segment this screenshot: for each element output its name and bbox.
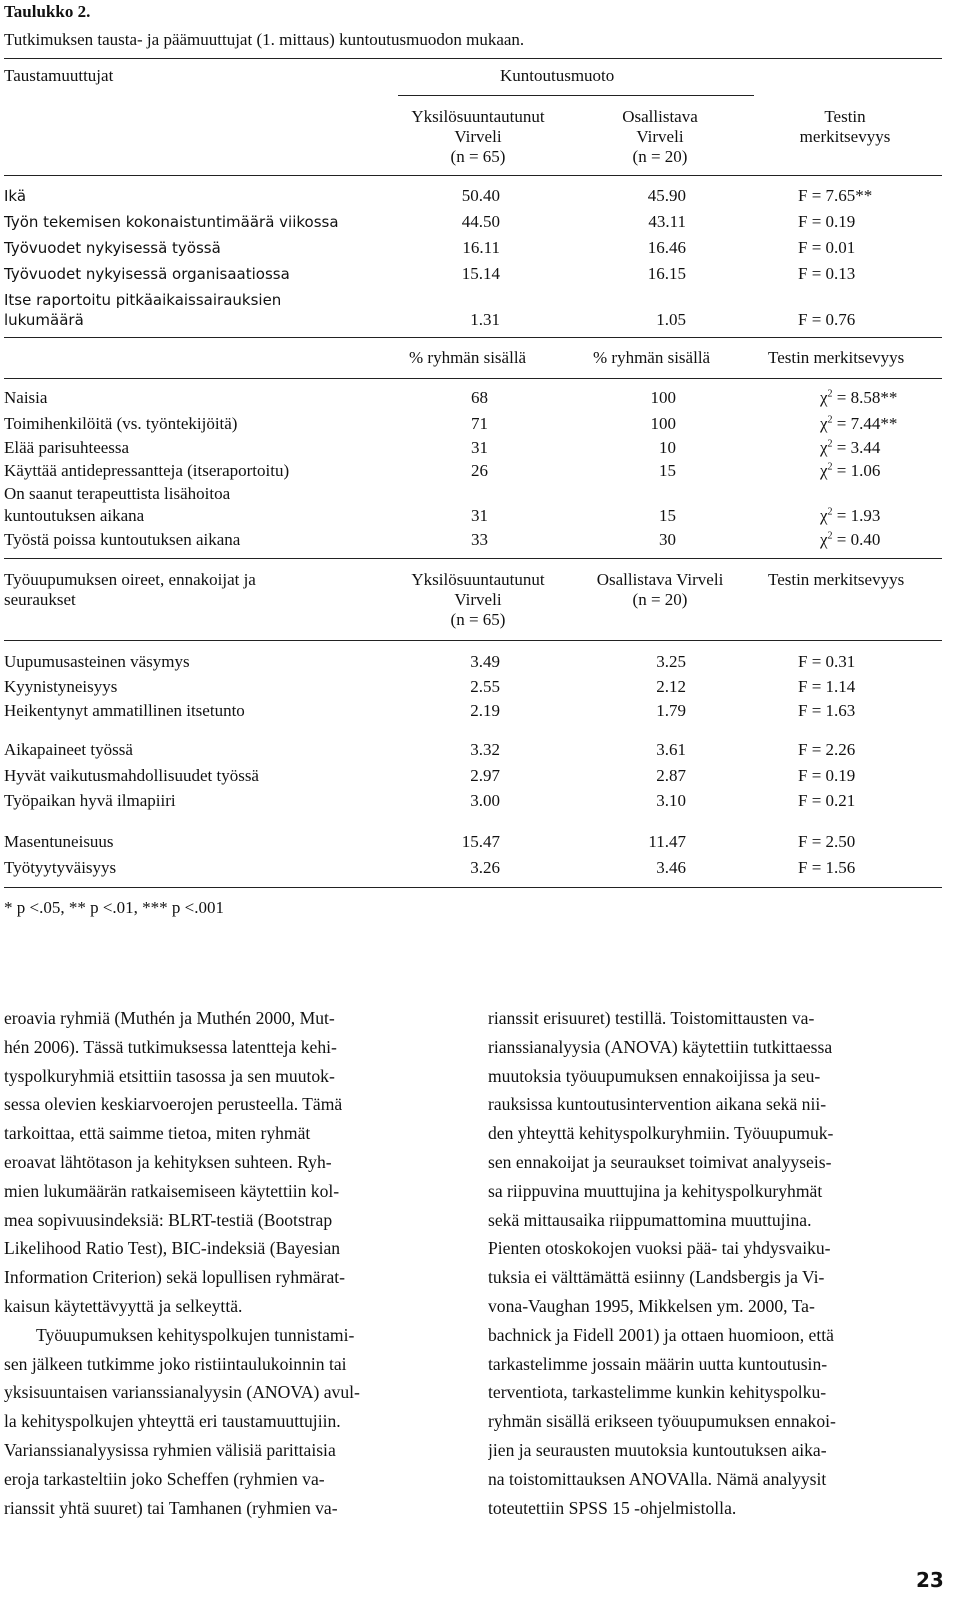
table-cell: F = 1.14 [798,677,856,696]
table-row-label: Itse raportoitu pitkäaikaissairauksien [4,291,282,309]
table-row-label: Heikentynyt ammatillinen itsetunto [4,701,245,720]
table-cell: 44.50 [461,212,500,231]
chi-symbol: χ [820,438,828,457]
table-cell: 2.97 [470,766,500,785]
table-cell: 16.46 [647,238,686,257]
table-row-label: Elää parisuhteessa [4,438,130,457]
text-line: den yhteyttä kehityspolkuryhmiin. Työuupumuk- [488,1123,834,1144]
table-cell-test: $\chi^2 = 8.58**$ [820,388,898,407]
section2-bottom-rule [4,558,942,559]
table-caption-text: Tutkimuksen tausta- ja päämuuttujat (1. mittaus) kuntoutusmuodon mukaan. [4,30,525,49]
table-row-label: Toimihenkilöitä (vs. työntekijöitä) [4,414,238,433]
text-line: na toistomittauksen ANOVAlla. Nämä analyysit [488,1468,827,1489]
text-line: rianssit erisuuret) testillä. Toistomittausten va- [488,1008,815,1028]
table-cell: F = 0.19 [798,212,856,231]
text-line: terventiota, tarkastelimme kunkin kehityspolku- [488,1382,827,1403]
header-percent-col2: % ryhmän sisällä [593,348,711,367]
text-line: tuksia ei välttämättä esiinny (Landsbergis ja Vi- [488,1267,825,1288]
text-line: rauksissa kuntoutusintervention aikana sekä nii- [488,1094,827,1115]
table-cell: 16.11 [462,238,500,257]
header-col2: Osallistava Virveli (n = 20) [596,570,724,609]
group-underline [398,95,754,96]
section1-header-rule [4,175,942,176]
table-cell: 100 [650,414,676,433]
text-line: Likelihood Ratio Test), BIC-indeksiä (Bayesian [4,1238,341,1259]
table-cell: 2.55 [470,677,500,696]
table-cell: 1.31 [470,310,500,329]
table-cell: 11.47 [648,832,686,851]
table-footnote: * p <.05, ** p <.01, *** p <.001 [4,898,225,917]
header-col1: Yksilösuuntautunut Virveli (n = 65) [411,107,545,166]
table-cell: F = 1.56 [798,858,856,877]
header-kuntoutusmuoto: Kuntoutusmuoto [500,66,615,85]
table-cell: 31 [471,506,488,525]
table-row-label: Hyvät vaikutusmahdollisuudet työssä [4,766,259,785]
table-row-label: Työpaikan hyvä ilmapiiri [4,791,176,810]
table-cell: F = 0.13 [798,264,856,283]
table-row-label: Ikä [4,187,27,205]
table-cell: 3.61 [656,740,686,759]
text-line: sekä mittausaika riippumattomina muuttujina. [488,1209,812,1230]
table-row-label: Käyttää antidepressantteja (itseraportoitu) [4,461,290,480]
text-line: la kehityspolkujen yhteyttä eri taustamuuttujiin. [4,1411,341,1432]
text-line: rianssianalyysia (ANOVA) käytettiin tutkittaessa [488,1036,833,1057]
table-cell: 3.10 [656,791,686,810]
table-cell: 45.90 [647,186,686,205]
text-line: rianssit yhtä suuret) tai Tamhanen (ryhmien va- [4,1497,338,1518]
table-row-label: kuntoutuksen aikana [4,506,145,525]
text-line: Information Criterion) sekä lopullisen ryhmärat- [4,1267,346,1288]
table-row-label: Työstä poissa kuntoutuksen aikana [4,530,241,549]
text-line: vona-Vaughan 1995, Mikkelsen ym. 2000, Ta- [488,1295,815,1316]
page-number: 23 [916,1568,944,1592]
text-line: sen ennakoijat ja seuraukset toimivat analyyseis- [488,1151,832,1172]
table-cell: 68 [471,388,488,407]
table-cell: 2.87 [656,766,686,785]
table-row-label: On saanut terapeuttista lisähoitoa [4,484,231,503]
text-line: Pienten otoskokojen vuoksi pää- tai yhdysvaiku- [488,1238,831,1259]
text-line: kaisun käytettävyyttä ja selkeyttä. [4,1295,243,1316]
table-cell: 15 [659,506,676,525]
table-row-label: Masentuneisuus [4,832,114,851]
header-test-col3: Testin merkitsevyys [768,348,905,367]
table-row-label: Työvuodet nykyisessä organisaatiossa [4,265,290,283]
header-percent-col1: % ryhmän sisällä [409,348,527,367]
table-row-label: Työn tekemisen kokonaistuntimäärä viikossa [4,213,339,231]
table-cell: 15 [659,461,676,480]
table-cell: F = 2.26 [798,740,856,759]
table-cell: 26 [471,461,488,480]
table-top-rule [4,58,942,59]
table-cell: 3.46 [656,858,686,877]
text-line: hén 2006). Tässä tutkimuksessa latentteja kehi- [4,1036,337,1057]
table-cell: 1.79 [656,701,686,720]
table-cell: 3.32 [470,740,500,759]
table-cell: F = 0.31 [798,652,856,671]
text-line: bachnick ja Fidell 2001) ja ottaen huomioon, että [488,1324,834,1345]
table-cell: 3.26 [470,858,500,877]
table-row-label: lukumäärä [4,311,84,329]
text-line: mien lukumäärän ratkaisemiseen käytettiin kol- [4,1180,340,1201]
table-cell-test: $\chi^2 = 7.44**$ [820,414,898,433]
text-line: muutoksia työuupumuksen ennakoijissa ja seu- [488,1065,821,1086]
table-cell-test: $\chi^2 = 3.44$ [820,438,881,457]
table-cell: 2.19 [470,701,500,720]
section1-bottom-rule [4,337,942,338]
table-cell: 15.47 [461,832,500,851]
text-line: ryhmän sisällä erikseen työuupumuksen ennakoi- [488,1411,836,1432]
chi-symbol: χ [820,461,828,480]
table-cell-test: $\chi^2 = 1.93$ [820,506,881,525]
table-cell: F = 0.19 [798,766,856,785]
body-column-left [4,1004,450,1522]
header-taustamuuttujat: Taustamuuttujat [4,66,114,85]
text-line: tyspolkuryhmiä etsittiin tasossa ja sen muutok- [4,1065,335,1086]
table-row-label: Aikapaineet työssä [4,740,133,759]
table-row-label: Naisia [4,388,48,407]
table-row-label: Uupumusasteinen väsymys [4,652,190,671]
text-line: sessa olevien keskiarvoerojen perusteella. Tämä [4,1094,343,1115]
header-col3: Testin merkitsevyys [768,570,905,589]
table-cell-test: $\chi^2 = 0.40$ [820,530,881,549]
text-line: jien ja seurausten muutoksia kuntoutuksen aika- [488,1439,827,1460]
text-line: sa riippuvina muuttujina ja kehityspolkuryhmät [488,1180,823,1201]
table-cell: 3.25 [656,652,686,671]
text-line: eroavia ryhmiä (Muthén ja Muthén 2000, Mut- [4,1008,335,1028]
header-col2: Osallistava Virveli (n = 20) [622,107,698,166]
text-line: sen jälkeen tutkimme joko ristiintaulukoinnin tai [4,1353,347,1374]
table-cell: 15.14 [461,264,500,283]
text-line: tarkoittaa, että saimme tietoa, miten ryhmät [4,1123,311,1144]
table-caption-label: Taulukko 2. [4,2,91,21]
table-cell: 2.12 [656,677,686,696]
chi-symbol: χ [820,506,828,525]
text-line: mea sopivuusindeksiä: BLRT-testiä (Bootstrap [4,1209,333,1230]
table-cell: F = 7.65** [798,186,873,205]
section2-header-rule [4,378,942,379]
text-line: eroja tarkasteltiin joko Scheffen (ryhmien va- [4,1468,325,1489]
table-cell: 10 [659,438,676,457]
text-line: Työuupumuksen kehityspolkujen tunnistami- [36,1324,355,1345]
table-cell: 30 [659,530,676,549]
body-column-right [488,1004,940,1522]
table-cell: 1.05 [656,310,686,329]
chi-symbol: χ [820,388,828,407]
chi-symbol: χ [820,414,828,433]
text-line: eroavat lähtötason ja kehityksen suhteen. Ryh- [4,1151,332,1172]
text-line: toteutettiin SPSS 15 -ohjelmistolla. [488,1497,737,1518]
table-cell: 3.49 [470,652,500,671]
text-line: yksisuuntaisen varianssianalyysin (ANOVA) avul- [4,1382,360,1403]
table-bottom-rule [4,887,942,888]
chi-symbol: χ [820,530,828,549]
table-cell: 3.00 [470,791,500,810]
table-cell: 16.15 [647,264,686,283]
table-cell: F = 0.21 [798,791,856,810]
table-cell: 43.11 [648,212,686,231]
table-cell: 33 [471,530,488,549]
table-cell: 31 [471,438,488,457]
table-cell: F = 0.76 [798,310,856,329]
table-cell-test: $\chi^2 = 1.06$ [820,461,881,480]
table-cell: 50.40 [461,186,500,205]
text-line: Varianssianalyysissa ryhmien välisiä parittaisia [4,1439,336,1460]
text-line: tarkastelimme jossain määrin uutta kuntoutusin- [488,1353,828,1374]
table-cell: F = 0.01 [798,238,856,257]
table-cell: F = 2.50 [798,832,856,851]
table-cell: 71 [471,414,488,433]
table-cell: 100 [650,388,676,407]
header-symptoms: Työuupumuksen oireet, ennakoijat ja seuraukset [4,570,256,609]
table-row-label: Työvuodet nykyisessä työssä [4,239,221,257]
header-col3: Testin merkitsevyys [799,107,891,146]
table-row-label: Työtyytyväisyys [4,858,117,877]
table-row-label: Kyynistyneisyys [4,677,118,696]
header-col1: Yksilösuuntautunut Virveli (n = 65) [411,570,545,629]
section3-header-rule [4,640,942,641]
table-cell: F = 1.63 [798,701,856,720]
